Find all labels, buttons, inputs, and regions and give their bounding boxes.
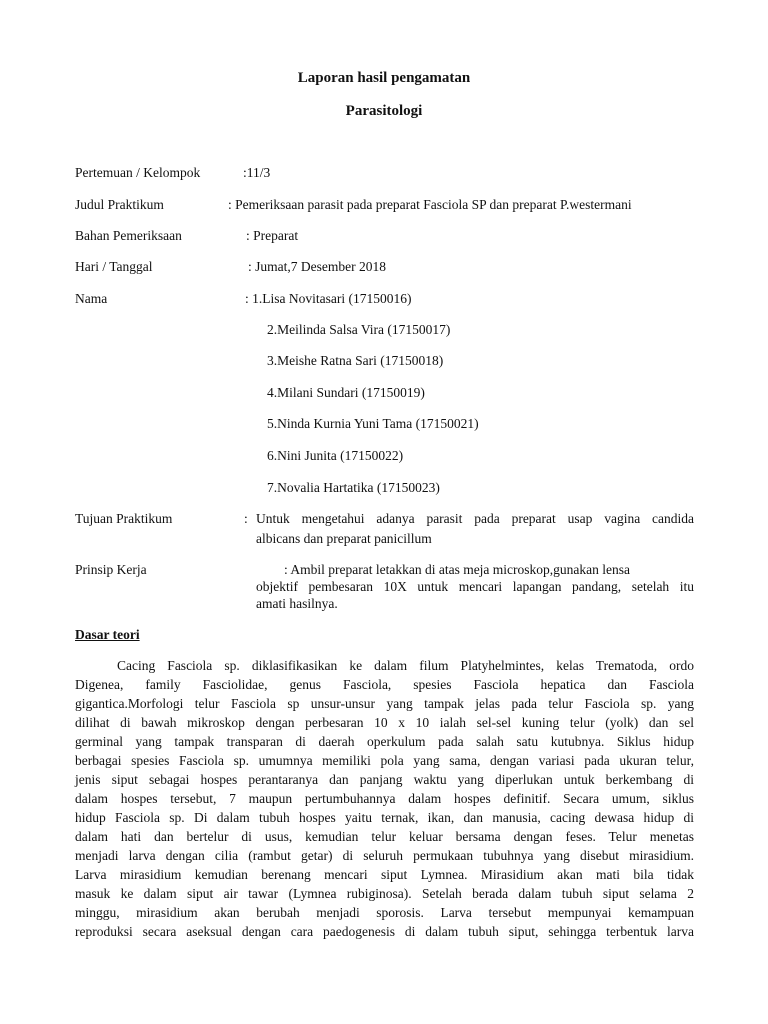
paragraph-line-7: jenis siput sebagai hospes perantaranya dan panjang waktu yang diperlukan untuk berkembang di [75,772,694,787]
judul-value: : Pemeriksaan parasit pada preparat Fasciola SP dan preparat P.westermani [228,197,632,212]
section-heading: Dasar teori [75,627,140,642]
paragraph-line-6: berbagai spesies Fasciola sp. umumnya memiliki pola yang sama, dengan variasi pada ukuran telur, [75,753,694,768]
prinsip-line-1: : Ambil preparat letakkan di atas meja microskop,gunakan lensa [284,562,631,577]
tujuan-colon: : [244,511,248,526]
nama-value-4: 4.Milani Sundari (17150019) [267,385,425,400]
paragraph-line-14: minggu, mirasidium akan berubah menjadi sporosis. Larva tersebut mempunyai kemampuan [75,905,694,920]
tujuan-line-1: Untuk mengetahui adanya parasit pada preparat usap vagina candida [256,511,694,526]
paragraph-line-4: dilihat di bawah mikroskop dengan perbesaran 10 x 10 ialah sel-sel kuning telur (yolk) dan sel [75,715,694,730]
nama-label: Nama [75,291,108,306]
report-title: Laporan hasil pengamatan [297,70,471,86]
paragraph-line-11: menjadi larva dengan cilia (rambut getar) di seluruh permukaan tubuhnya yang disebut mirasidium. [75,848,694,863]
nama-value-7: 7.Novalia Hartatika (17150023) [267,480,440,495]
tujuan-label: Tujuan Praktikum [75,511,173,526]
nama-value-3: 3.Meishe Ratna Sari (17150018) [267,353,444,368]
nama-value-6: 6.Nini Junita (17150022) [267,448,404,463]
paragraph-line-13: masuk ke dalam siput air tawar (Lymnea rubiginosa). Setelah berada dalam tubuh siput selama 2 [75,886,694,901]
prinsip-label: Prinsip Kerja [75,562,147,577]
hari-value: : Jumat,7 Desember 2018 [248,259,386,274]
judul-label: Judul Praktikum [75,197,164,212]
paragraph-line-3: gigantica.Morfologi telur Fasciola sp unsur-unsur yang tampak jelas pada telur Fasciola sp. yang [75,696,694,711]
paragraph-line-1: Cacing Fasciola sp. diklasifikasikan ke dalam filum Platyhelmintes, kelas Trematoda, ordo [117,658,694,673]
prinsip-line-2: objektif pembesaran 10X untuk mencari lapangan pandang, setelah itu [256,579,694,594]
nama-value-1: : 1.Lisa Novitasari (17150016) [245,291,412,306]
paragraph-line-2: Digenea, family Fasciolidae, genus Fasciola, spesies Fasciola hepatica dan Fasciola [75,677,694,692]
paragraph-line-5: germinal yang tampak transparan di daerah operkulum pada salah satu kutubnya. Siklus hidup [75,734,694,749]
paragraph-line-12: Larva mirasidium kemudian berenang mencari siput Lymnea. Mirasidium akan mati bila tidak [75,867,694,882]
paragraph-line-15: reproduksi secara aseksual dengan cara paedogenesis di dalam tubuh siput, sehingga terbentuk larva [75,924,694,939]
bahan-label: Bahan Pemeriksaan [75,228,182,243]
prinsip-line-3: amati hasilnya. [256,596,338,611]
hari-label: Hari / Tanggal [75,259,153,274]
bahan-value: : Preparat [246,228,299,243]
paragraph-line-10: dalam hati dan bertelur di usus, kemudian telur keluar bersama dengan feses. Telur menetas [75,829,694,844]
pertemuan-label: Pertemuan / Kelompok [75,165,201,180]
report-subtitle: Parasitologi [345,103,423,119]
nama-value-5: 5.Ninda Kurnia Yuni Tama (17150021) [267,416,479,431]
nama-value-2: 2.Meilinda Salsa Vira (17150017) [267,322,451,337]
tujuan-line-2: albicans dan preparat panicillum [256,531,432,546]
paragraph-line-9: hidup Fasciola sp. Di dalam tubuh hospes yaitu ternak, ikan, dan manusia, cacing dewasa hidup di [75,810,694,825]
pertemuan-value: :11/3 [243,165,271,180]
paragraph-line-8: dalam hospes tersebut, 7 maupun pertumbuhannya dalam hospes definitif. Secara umum, siklus [75,791,694,806]
